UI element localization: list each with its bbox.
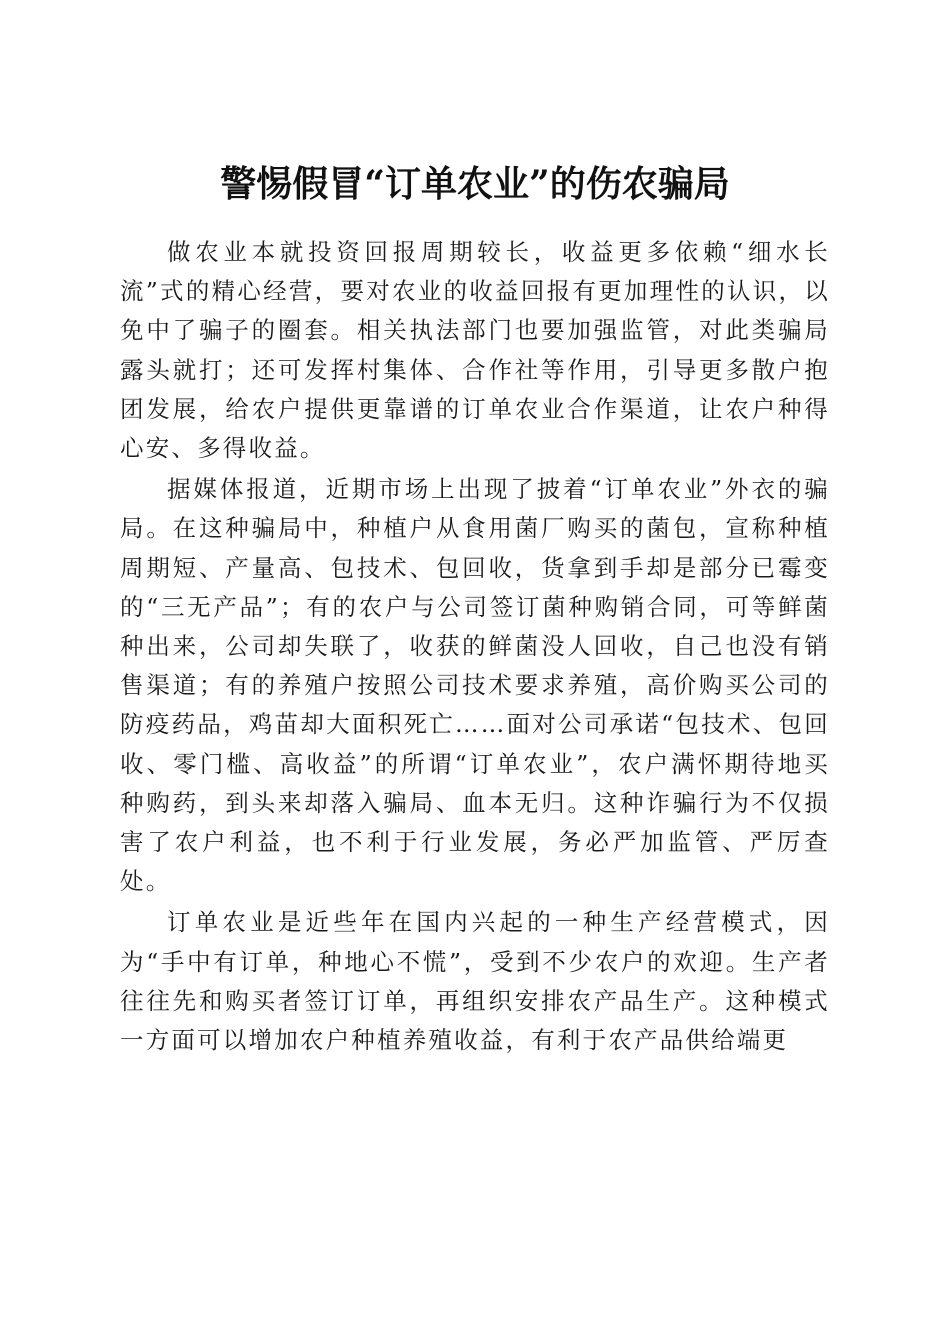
- document-title: 警惕假冒“订单农业”的伤农骗局: [220, 163, 730, 206]
- paragraph-2: 据媒体报道，近期市场上出现了披着“订单农业”外衣的骗局。在这种骗局中，种植户从食用菌厂购买的菌包，宣称种植周期短、产量高、包技术、包回收，货拿到手却是部分已霉变的“三无产品”；有的农户与公司签订菌种购销合同，可等鲜菌种出来，公司却失联了，收获的鲜菌没人回收，自己也没有销售渠道；有的养殖户按照公司技术要求养殖，高价购买公司的防疫药品，鸡苗却大面积死亡……面对公司承诺“包技术、包回收、零门槛、高收益”的所谓“订单农业”，农户满怀期待地买种购药，到头来却落入骗局、血本无归。这种诈骗行为不仅损害了农户利益，也不利于行业发展，务必严加监管、严厉查处。: [120, 475, 830, 896]
- paragraph-3: 订单农业是近些年在国内兴起的一种生产经营模式，因为“手中有订单，种地心不慌”，受到不少农户的欢迎。生产者往往先和购买者签订订单，再组织安排农产品生产。这种模式一方面可以增加农户种植养殖收益，有利于农产品供给端更: [120, 908, 830, 1055]
- paragraph-1: 做农业本就投资回报周期较长，收益更多依赖“细水长流”式的精心经营，要对农业的收益回报有更加理性的认识，以免中了骗子的圈套。相关执法部门也要加强监管，对此类骗局露头就打；还可发挥村集体、合作社等作用，引导更多散户抱团发展，给农户提供更靠谱的订单农业合作渠道，让农户种得心安、多得收益。: [120, 238, 830, 463]
- document-body: [120, 233, 830, 1062]
